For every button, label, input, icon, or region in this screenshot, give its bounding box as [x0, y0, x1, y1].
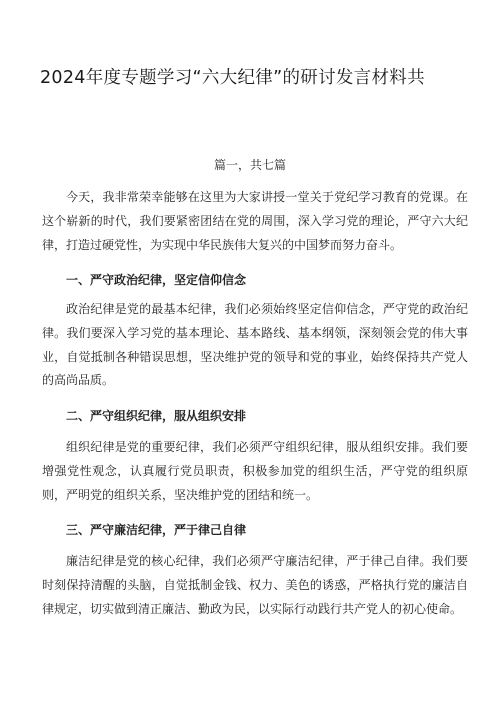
section-heading-organizational-discipline: 二、严守组织纪律，服从组织安排: [66, 409, 247, 423]
section-heading-political-discipline: 一、严守政治纪律，坚定信仰信念: [66, 273, 247, 287]
section-body-integrity-discipline: 廉洁纪律是党的核心纪律，我们必须严守廉洁纪律，严于律己自律。我们要时刻保持清醒的头脑，自觉抵制金钱、权力、美色的诱惑，严格执行党的廉洁自律规定，切实做到清正廉洁、勤政为民，以实际行动践行共产党人的初心使命。: [42, 554, 468, 616]
document-subtitle: 篇一，共七篇: [213, 158, 286, 172]
intro-paragraph: 今天，我非常荣幸能够在这里为大家讲授一堂关于党纪学习教育的党课。在这个崭新的时代，我们要紧密团结在党的周围，深入学习党的理论，严守六大纪律，打造过硬党性，为实现中华民族伟大复兴的中国梦而努力奋斗。: [42, 190, 468, 252]
section-body-organizational-discipline: 组织纪律是党的重要纪律，我们必须严守组织纪律，服从组织安排。我们要增强党性观念，认真履行党员职责，积极参加党的组织生活，严守党的组织原则，严明党的组织关系，坚决维护党的团结和统一。: [42, 440, 468, 502]
section-heading-integrity-discipline: 三、严守廉洁纪律，严于律己自律: [66, 523, 247, 537]
document-title: 2024年度专题学习“六大纪律”的研讨发言材料共: [40, 68, 425, 88]
section-body-political-discipline: 政治纪律是党的最基本纪律，我们必须始终坚定信仰信念，严守党的政治纪律。我们要深入学习党的基本理论、基本路线、基本纲领，深刻领会党的伟大事业，自觉抵制各种错误思想，坚决维护党的领导和党的事业，始终保持共产党人的高尚品质。: [42, 302, 468, 388]
